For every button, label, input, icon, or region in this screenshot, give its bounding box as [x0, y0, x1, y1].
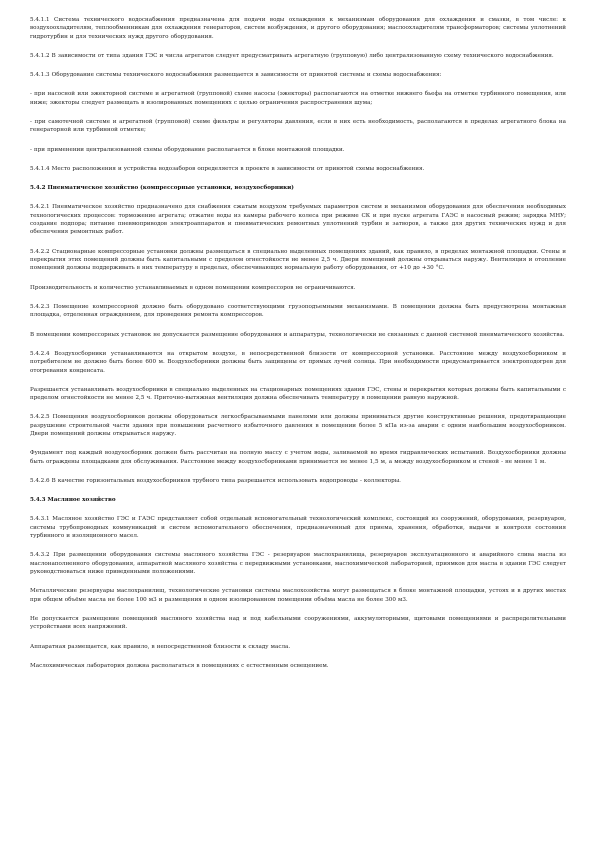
paragraph: - при самотечной системе и агрегатной (групповой) схеме фильтры и регуляторы давления, если в них есть необходимость, располагаются в пределах агрегатного блока на генераторной или турбинной отметке;	[30, 119, 566, 134]
paragraph: Не допускается размещение помещений масляного хозяйства над и под кабельными сооружениями, аккумуляторными, щитовыми помещениями и распределительными устройствами всех напряжений.	[30, 616, 566, 631]
section-heading: 5.4.2 Пневматическое хозяйство (компрессорные установки, воздухосборники)	[30, 185, 294, 192]
paragraph: Маслохимическая лаборатория должна располагаться в помещениях с естественным освещением.	[30, 662, 329, 669]
paragraph: В помещении компрессорных установок не допускается размещение оборудования и аппаратуры, технологически не связанных с данной системой пневматического хозяйства.	[30, 331, 565, 338]
paragraph: 5.4.3.1 Масляное хозяйство ГЭС и ГАЭС представляет собой отдельный вспомогательный технологический комплекс, состоящий из сооружений, оборудования, резервуаров, системы трубопроводных коммуникаций и систем вспомогательного обеспечения, предназначенный для приема, хранения, обработки, выдачи и контроля состояния турбинного и изоляционного масел.	[30, 516, 566, 540]
section-heading: 5.4.3 Масляное хозяйство	[30, 497, 116, 504]
paragraph: 5.4.2.1 Пневматическое хозяйство предназначено для снабжения сжатым воздухом требуемых параметров систем и механизмов оборудования для обеспечения необходимых технологических процессов: торможение агрегата; отжатие воды из камеры рабочего колеса при режиме СК и при пуске агрегата ГАЭС в насосный режим; зарядка МНУ; создание подпора; питание пневмоприводов электроаппаратов и пневматических ремонтных уплотнений турбин и затворов, а также для других технических нужд и для обеспечения ремонтных работ.	[30, 204, 566, 236]
paragraph: 5.4.1.4 Место расположения и устройства водозаборов определяется в проекте в зависимости от принятой схемы водоснабжения.	[30, 165, 425, 172]
paragraph: 5.4.3.2 При размещении оборудования системы масляного хозяйства ГЭС - резервуаров маслохранилища, резервуаров эксплуатационного и аварийного слива масла из маслонаполненного оборудования, аппаратной масляного хозяйства с передвижными установками, маслохимической лабораторией, приямков для масла в здании ГЭС следует руководствоваться ниже приведенными положениями.	[30, 552, 566, 576]
paragraph: Аппаратная размещается, как правило, в непосредственной близости к складу масла.	[30, 643, 291, 650]
paragraph: - при насосной или эжекторной системе и агрегатной (групповой) схеме насосы (эжекторы) располагаются на отметке нижнего бьефа на отметке турбинного помещения, или ниже; эжекторы следует размещать в изолированных помещениях с целью ограничения распространения шума;	[30, 91, 566, 106]
paragraph: 5.4.1.2 В зависимости от типа здания ГЭС и числа агрегатов следует предусматривать агрегатную (групповую) либо централизованную схему технического водоснабжения.	[30, 53, 554, 60]
document-page	[30, 16, 566, 681]
paragraph: 5.4.1.3 Оборудование системы технического водоснабжения размещается в зависимости от принятой системы и схемы водоснабжения:	[30, 72, 442, 79]
paragraph: 5.4.2.3 Помещение компрессорной должно быть оборудовано соответствующими грузоподъемными механизмами. В помещении должна быть предусмотрена монтажная площадка, отделенная ограждением, для проведения ремонта компрессоров.	[30, 303, 566, 319]
paragraph: 5.4.2.4 Воздухосборники устанавливаются на открытом воздухе, в непосредственной близости от компрессорной установки. Расстояние между воздухосборником и потребителем не должно быть более 600 м. Воздухосборники должны быть защищены от прямых лучей солнца. При необходимости предусматривается электроподогрев для отогревания конденсата.	[30, 350, 566, 374]
paragraph: - при применении централизованной схемы оборудование располагается в блоке монтажной площадки.	[30, 146, 345, 153]
paragraph: 5.4.2.5 Помещения воздухосборников должны оборудоваться легкосбрасываемыми панелями или должны приниматься другие конструктивные решения, предотвращающие разрушение строительной части здания при повышении расчетного избыточного давления в помещении более 5 кПа из-за аварии с одним наибольшим воздухосборником. Двери помещений должны открываться наружу.	[30, 414, 566, 438]
paragraph: 5.4.2.6 В качестве горизонтальных воздухосборников трубного типа разрешается использовать водопроводы - коллекторы.	[30, 477, 401, 484]
paragraph: Производительность и количество устанавливаемых в одном помещении компрессоров не ограничиваются.	[30, 284, 356, 291]
paragraph: 5.4.2.2 Стационарные компрессорные установки должны размещаться в специально выделенных помещениях зданий, как правило, в пределах монтажной площадки. Стены и перекрытия этих помещений должны быть капитальными с пределом огнестойкости не менее 2,5 ч. Двери помещений должны открываться наружу. Вентиляция и отопление помещений должны поддерживать в них температуру в пределах, обеспечивающих нормальную работу оборудования, от +10 до +30 °С.	[30, 248, 566, 272]
paragraph: Фундамент под каждый воздухосборник должен быть рассчитан на полную массу с учетом воды, заливаемой во время гидравлических испытаний. Воздухосборники должны быть ограждены площадками для обслуживания. Расстояние между воздухосборниками принимается не менее 1,5 м, а между воздухосборником и стеной - не менее 1 м.	[30, 450, 566, 465]
paragraph: Разрешается устанавливать воздухосборники в специально выделенных на стационарных помещениях здания ГЭС, стены и перекрытия которых должны быть капитальными с пределом огнестойкости не менее 2,5 ч. Приточно-вытяжная вентиляция должна обеспечивать температуру в помещении равную наружной.	[30, 386, 566, 402]
paragraph: 5.4.1.1 Система технического водоснабжения предназначена для подачи воды охлаждения к механизмам оборудования для охлаждения и смазки, в том числе: к воздухоохладителям, теплообменникам для охлаждения генераторов, систем возбуждения, и другого оборудования; маслоохладителям трансформаторов; системы уплотнений гидротурбин и для технических нужд другого оборудования.	[30, 17, 566, 40]
paragraph: Металлические резервуары маслохранилищ, технологические установки системы маслохозяйства могут размещаться в блоке монтажной площадки, устоях и в других местах при общем объёме масла не более 100 м3 и размещения в одном изолированном помещении объёма масла не более 300 м3.	[30, 588, 566, 603]
